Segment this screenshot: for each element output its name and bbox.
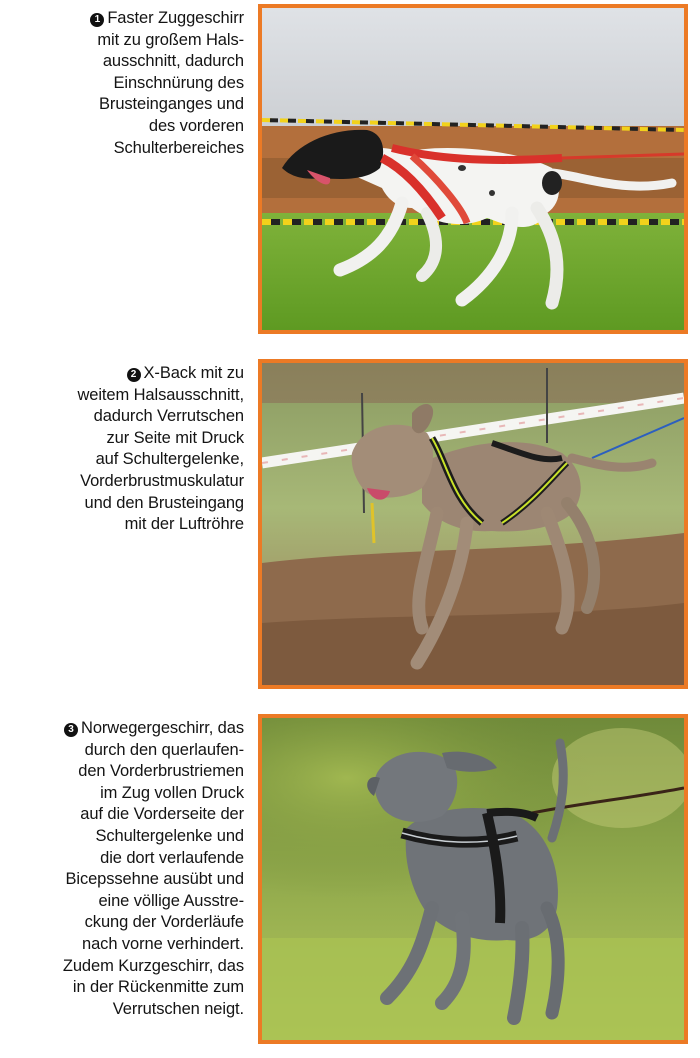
caption-2-line-5: auf Schultergelenke, — [95, 450, 244, 469]
caption-3 — [12, 718, 244, 1020]
caption-3-line-9: eine völlige Ausstre- — [98, 891, 244, 910]
caption-3-line-13: in der Rückenmitte zum — [72, 978, 244, 997]
caption-3-line-2: durch den querlaufen- — [84, 740, 244, 759]
caption-1-line-4: Einschnürung des — [113, 73, 244, 92]
caption-3-line-3: den Vorderbrustriemen — [78, 762, 244, 781]
caption-3-line-7: die dort verlaufende — [100, 848, 244, 867]
caption-2-line-2: weitem Halsausschnitt, — [77, 385, 244, 404]
caption-3-line-10: ckung der Vorderläufe — [84, 913, 244, 932]
caption-1-line-5: Brusteinganges und — [99, 95, 244, 114]
dog-running-harness-photo — [258, 4, 688, 334]
caption-3-line-6: Schultergelenke und — [95, 826, 244, 845]
caption-3-line-1: Norwegergeschirr, das — [81, 719, 244, 737]
caption-1-line-2: mit zu großem Hals- — [97, 30, 244, 49]
caption-3-line-8: Bicepssehne ausübt und — [65, 870, 244, 889]
caption-1-line-1: Faster Zuggeschirr — [107, 9, 244, 27]
caption-2-line-4: zur Seite mit Druck — [106, 428, 244, 447]
caption-3-line-11: nach vorne verhindert. — [82, 934, 244, 953]
caption-2-line-8: mit der Luftröhre — [124, 515, 244, 534]
caption-3-line-12: Zudem Kurzgeschirr, das — [62, 956, 244, 975]
caption-2-line-6: Vorderbrustmuskulatur — [80, 471, 244, 490]
caption-2-line-7: und den Brusteingang — [84, 493, 244, 512]
caption-2-line-3: dadurch Verrutschen — [93, 407, 244, 426]
dog-running-norwegian-photo — [258, 714, 688, 1044]
caption-2-line-1: X-Back mit zu — [143, 364, 244, 382]
caption-3-line-4: im Zug vollen Druck — [100, 783, 244, 802]
number-badge-3: 3 — [64, 723, 78, 737]
caption-3-line-14: Verrutschen neigt. — [112, 999, 244, 1018]
caption-3-line-5: auf die Vorderseite der — [80, 805, 244, 824]
caption-1 — [12, 8, 244, 159]
number-badge-1: 1 — [90, 13, 104, 27]
caption-1-line-6: des vorderen — [148, 116, 244, 135]
caption-1-line-3: ausschnitt, dadurch — [102, 52, 244, 71]
caption-2 — [12, 363, 244, 536]
dog-running-xback-photo — [258, 359, 688, 689]
number-badge-2: 2 — [127, 368, 141, 382]
caption-1-line-7: Schulterbereiches — [113, 138, 244, 157]
